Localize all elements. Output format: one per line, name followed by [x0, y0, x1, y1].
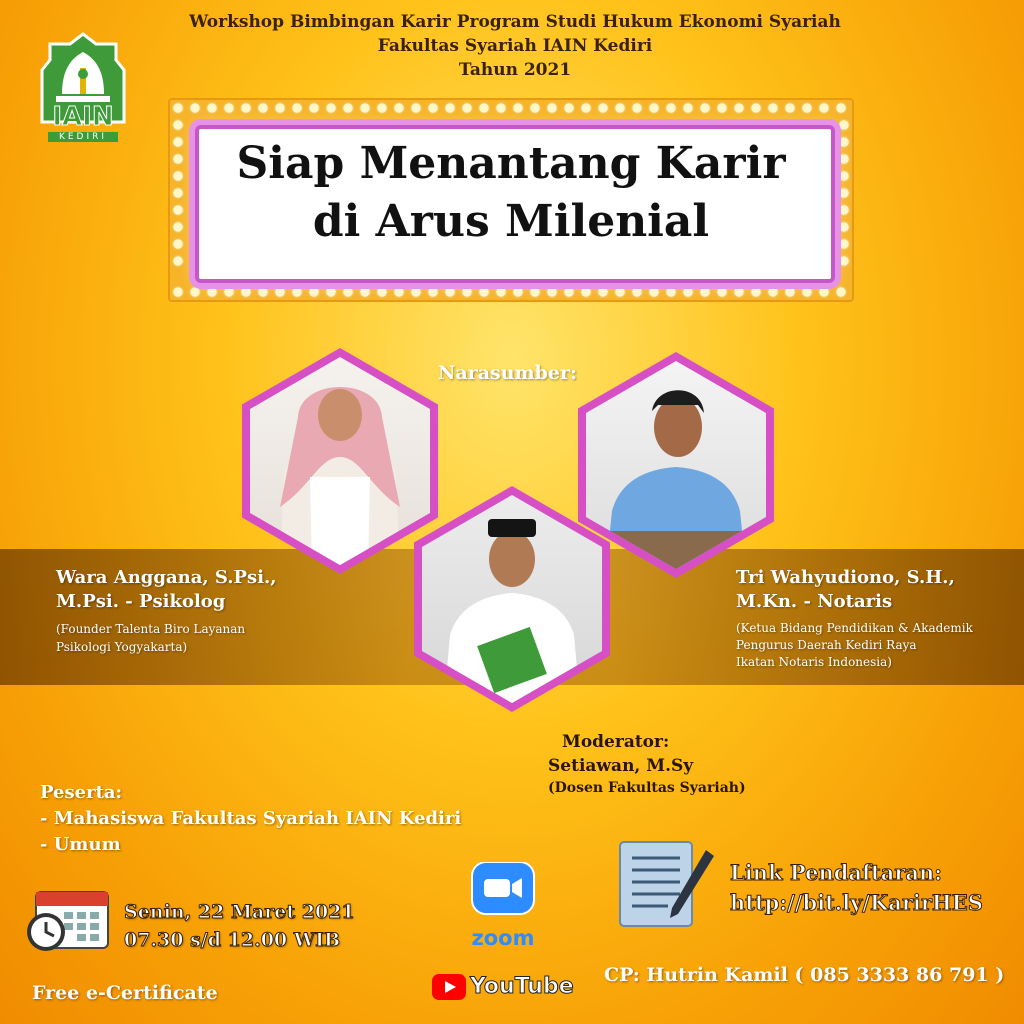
marquee-bulb	[785, 103, 796, 114]
document-pen-icon	[608, 836, 718, 936]
marquee-bulb	[785, 287, 796, 298]
marquee-bulb	[839, 205, 850, 216]
marquee-bulb	[649, 287, 660, 298]
speaker-2-name-1: Tri Wahyudiono, S.H.,	[736, 567, 955, 588]
marquee-bulb	[615, 287, 626, 298]
marquee-bulb	[564, 287, 575, 298]
speaker-1-name-2: M.Psi. - Psikolog	[56, 591, 226, 612]
marquee-bulb	[360, 103, 371, 114]
speaker-2-info	[736, 566, 955, 614]
marquee-bulb	[649, 103, 660, 114]
header-line-2: Fakultas Syariah IAIN Kediri	[377, 36, 653, 56]
marquee-bulb	[462, 287, 473, 298]
marquee-bulb	[513, 103, 524, 114]
peserta-item-2: - Umum	[40, 834, 121, 855]
marquee-bulb	[802, 103, 813, 114]
marquee-bulb	[173, 222, 184, 233]
iain-logo	[38, 30, 128, 148]
marquee-bulb	[734, 103, 745, 114]
schedule-date: Senin, 22 Maret 2021	[124, 901, 355, 923]
marquee-bulb	[496, 103, 507, 114]
marquee-bulb	[839, 137, 850, 148]
marquee-bulb	[836, 103, 847, 114]
marquee-bulb	[173, 154, 184, 165]
moderator-name: Setiawan, M.Sy	[548, 756, 694, 776]
marquee-bulb	[275, 103, 286, 114]
speaker-2-desc-1: (Ketua Bidang Pendidikan & Akademik	[736, 621, 973, 635]
speaker-1-name-1: Wara Anggana, S.Psi.,	[56, 567, 277, 588]
event-title	[195, 135, 827, 251]
marquee-bulb	[839, 154, 850, 165]
calendar-clock-icon	[24, 884, 112, 954]
marquee-bulb	[513, 287, 524, 298]
logo-subtext: KEDIRI	[48, 132, 118, 142]
marquee-bulb	[258, 287, 269, 298]
marquee-bulb	[839, 256, 850, 267]
marquee-bulb	[173, 137, 184, 148]
marquee-bulb	[734, 287, 745, 298]
marquee-bulb	[190, 103, 201, 114]
marquee-bulb	[326, 287, 337, 298]
marquee-bulb	[275, 287, 286, 298]
marquee-bulb	[802, 287, 813, 298]
registration-label: Link Pendaftaran:	[730, 860, 943, 885]
marquee-bulb	[839, 188, 850, 199]
marquee-bulb	[428, 103, 439, 114]
marquee-bulb	[564, 103, 575, 114]
header-line-3: Tahun 2021	[458, 60, 572, 80]
marquee-bulb	[819, 103, 830, 114]
marquee-bulb	[581, 287, 592, 298]
speaker-1-desc-1: (Founder Talenta Biro Layanan	[56, 622, 246, 636]
marquee-bulb	[343, 103, 354, 114]
marquee-bulb	[547, 287, 558, 298]
schedule-time: 07.30 s/d 12.00 WIB	[124, 929, 341, 951]
marquee-bulb	[819, 287, 830, 298]
peserta-item-1: - Mahasiswa Fakultas Syariah IAIN Kediri	[40, 808, 462, 829]
marquee-bulb	[462, 103, 473, 114]
marquee-bulb	[839, 120, 850, 131]
contact-person: CP: Hutrin Kamil ( 085 3333 86 791 )	[604, 964, 1005, 986]
marquee-bulb	[411, 287, 422, 298]
marquee-bulb	[445, 103, 456, 114]
marquee-bulb	[700, 103, 711, 114]
speaker-1-photo	[242, 348, 438, 574]
marquee-bulb	[428, 287, 439, 298]
marquee-bulb	[173, 256, 184, 267]
marquee-bulb	[377, 287, 388, 298]
marquee-bulb	[241, 103, 252, 114]
speaker-1-desc	[56, 620, 245, 656]
marquee-bulb	[360, 287, 371, 298]
moderator-label: Moderator:	[562, 732, 670, 752]
moderator-desc: (Dosen Fakultas Syariah)	[548, 780, 746, 796]
marquee-bulb	[411, 103, 422, 114]
marquee-bulb	[632, 103, 643, 114]
marquee-bulb	[768, 103, 779, 114]
schedule-block	[124, 898, 355, 954]
marquee-bulb	[839, 239, 850, 250]
marquee-bulb	[768, 287, 779, 298]
marquee-bulb	[683, 287, 694, 298]
marquee-bulb	[683, 103, 694, 114]
marquee-bulb	[836, 287, 847, 298]
marquee-bulb	[326, 103, 337, 114]
speaker-2-desc-2: Pengurus Daerah Kediri Raya	[736, 638, 917, 652]
marquee-bulb	[173, 287, 184, 298]
marquee-bulb	[394, 287, 405, 298]
marquee-bulb	[839, 171, 850, 182]
marquee-bulb	[309, 287, 320, 298]
marquee-bulb	[700, 287, 711, 298]
marquee-bulb	[394, 103, 405, 114]
title-line-1: Siap Menantang Karir	[236, 138, 786, 189]
marquee-bulb	[190, 287, 201, 298]
marquee-bulb	[717, 103, 728, 114]
peserta-block	[40, 780, 461, 858]
marquee-bulb	[666, 103, 677, 114]
peserta-label: Peserta:	[40, 782, 123, 803]
marquee-bulb	[292, 103, 303, 114]
marquee-bulb	[173, 188, 184, 199]
marquee-bulb	[496, 287, 507, 298]
registration-block	[730, 858, 983, 918]
marquee-bulb	[207, 103, 218, 114]
marquee-bulb	[173, 205, 184, 216]
logo-text: IAIN	[52, 102, 114, 132]
marquee-bulb	[173, 239, 184, 250]
title-line-2: di Arus Milenial	[312, 196, 710, 247]
marquee-bulb	[751, 287, 762, 298]
marquee-bulb	[547, 103, 558, 114]
marquee-bulb	[666, 287, 677, 298]
marquee-bulb	[751, 103, 762, 114]
marquee-bulb	[173, 103, 184, 114]
marquee-bulb	[839, 222, 850, 233]
marquee-bulb	[581, 103, 592, 114]
marquee-bulb	[377, 103, 388, 114]
marquee-bulb	[530, 287, 541, 298]
speaker-2-name-2: M.Kn. - Notaris	[736, 591, 893, 612]
marquee-bulb	[173, 171, 184, 182]
speaker-2-desc-3: Ikatan Notaris Indonesia)	[736, 655, 892, 669]
marquee-bulb	[598, 287, 609, 298]
youtube-icon	[432, 974, 466, 1000]
marquee-bulb	[632, 287, 643, 298]
marquee-bulb	[292, 287, 303, 298]
marquee-bulb	[241, 287, 252, 298]
speaker-1-desc-2: Psikologi Yogyakarta)	[56, 640, 188, 654]
narasumber-label: Narasumber:	[438, 362, 578, 384]
marquee-bulb	[479, 287, 490, 298]
marquee-bulb	[479, 103, 490, 114]
registration-link[interactable]: http://bit.ly/KarirHES	[730, 890, 983, 915]
zoom-label: zoom	[471, 926, 535, 950]
youtube-label: YouTube	[470, 974, 574, 999]
speaker-1-info	[56, 566, 277, 614]
speaker-2-desc	[736, 620, 973, 671]
marquee-bulb	[173, 120, 184, 131]
marquee-bulb	[598, 103, 609, 114]
marquee-bulb	[445, 287, 456, 298]
marquee-bulb	[343, 287, 354, 298]
free-certificate: Free e-Certificate	[32, 982, 218, 1004]
header-line-1: Workshop Bimbingan Karir Program Studi Hukum Ekonomi Syariah	[189, 12, 841, 32]
marquee-bulb	[530, 103, 541, 114]
marquee-bulb	[258, 103, 269, 114]
marquee-bulb	[224, 103, 235, 114]
marquee-bulb	[615, 103, 626, 114]
marquee-bulb	[717, 287, 728, 298]
zoom-icon	[466, 862, 540, 932]
marquee-bulb	[224, 287, 235, 298]
marquee-bulb	[207, 287, 218, 298]
marquee-bulb	[309, 103, 320, 114]
